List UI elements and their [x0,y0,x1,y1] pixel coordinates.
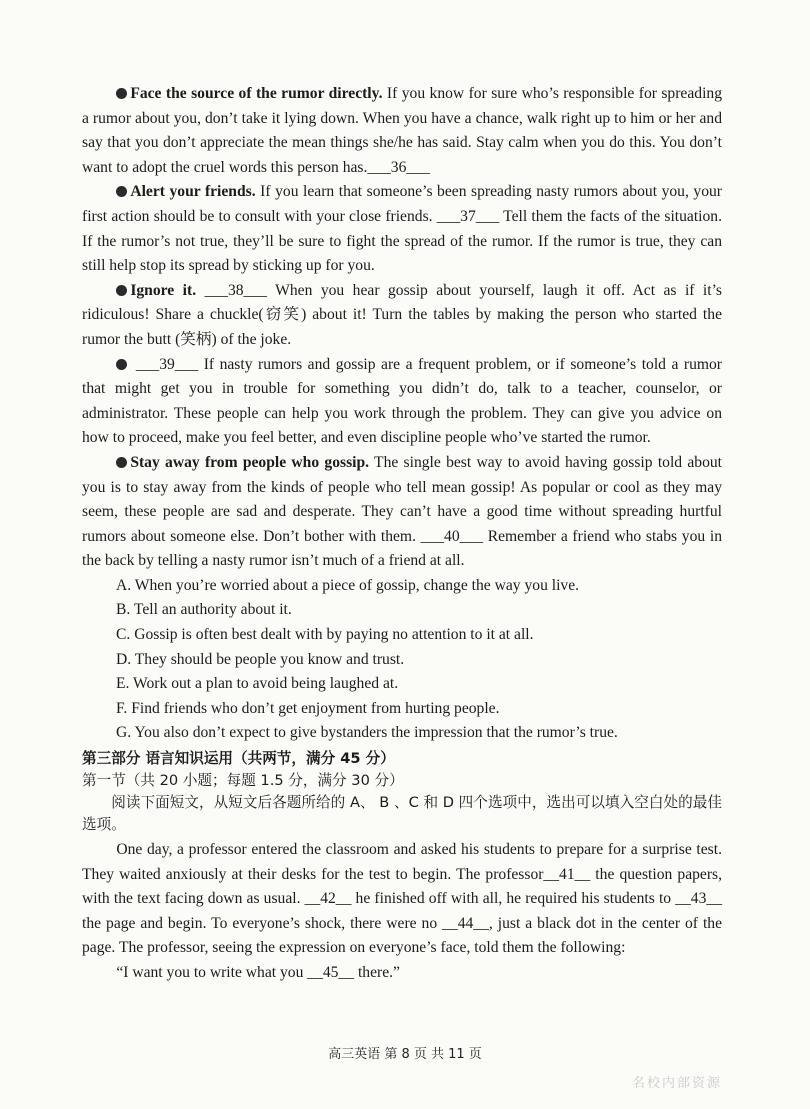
tip-paragraph [82,451,722,574]
part-heading: 第三部分 语言知识运用（共两节，满分 45 分） [82,750,395,768]
passage-paragraph: One day, a professor entered the classroom and asked his students to prepare for a surprise test. They waited anxiously at their desks for the test to begin. The professor__41__ the question papers, with the text facing down as usual. __42__ he finished off with all, he required his students to __43__ the page and begin. To everyone’s shock, there were no __44__, just a black dot in the center of the page. The professor, seeing the expression on everyone’s face, told them the following: [82,841,722,957]
watermark: 名校内部资源 [632,1076,723,1091]
bullet-icon [116,186,127,197]
option-c: C. Gossip is often best dealt with by paying no attention to it at all. [116,626,534,644]
tip-paragraph [82,180,722,278]
tip-paragraph [82,82,722,180]
exam-page [82,82,722,986]
tip-text: ___39___ If nasty rumors and gossip are a frequent problem, or if someone’s told a rumor that might get you in trouble for something you didn’t do, talk to a teacher, counselor, or administrator. These people can help you work through the problem. They can give you advice on how to proceed, make you feel better, and even discipline people who’ve started the rumor. [82,355,722,447]
option-d: D. They should be people you know and trust. [116,650,405,668]
option-a: A. When you’re worried about a piece of gossip, change the way you live. [116,576,580,594]
bullet-icon [116,359,127,370]
bullet-icon [116,457,127,468]
bullet-icon [116,285,127,296]
tip-heading: Alert your friends. [130,183,256,201]
bullet-icon [116,88,127,99]
option-g: G. You also don’t expect to give bystanders the impression that the rumor’s true. [116,724,618,742]
option-f: F. Find friends who don’t get enjoyment from hurting people. [116,699,500,717]
tip-heading: Stay away from people who gossip. [130,453,370,471]
tip-text: The single best way to avoid having gossip told about you is to stay away from the kinds of people who tell mean gossip! As popular or cool as they may seem, these people are sad and desperate. They can’t have a good time without spreading hurtful rumors about someone else. Don’t bother with them. ___40___ Remember a friend who stabs you in the back by telling a nasty rumor isn’t much of a friend at all. [82,453,722,570]
tip-text: If you learn that someone’s been spreading nasty rumors about you, your first action should be to consult with your close friends. ___37___ Tell them the facts of the situation. If the rumor’s not true, they’ll be sure to fight the spread of the rumor. If the rumor is true, they can still help stop its spread by sticking up for you. [82,183,722,275]
tip-heading: Face the source of the rumor directly. [130,85,383,102]
tip-paragraph [82,353,722,451]
page-footer: 高三英语 第 8 页 共 11 页 [328,1047,482,1062]
tip-text: ___38___ When you hear gossip about yourself, laugh it off. Act as if it’s ridiculous! Share a chuckle(窃笑) about it! Turn the tables by making the person who started the rumor the butt (笑柄) of the joke. [82,281,722,348]
tip-heading: Ignore it. [130,281,197,299]
section-heading: 第一节（共 20 小题；每题 1.5 分，满分 30 分） [82,772,404,790]
option-e: E. Work out a plan to avoid being laughed at. [116,675,399,693]
tip-text: If you know for sure who’s responsible for spreading a rumor about you, don’t take it lying down. When you have a chance, walk right up to him or her and say that you don’t appreciate the mean things she/he has said. Stay calm when you do this. You don’t want to adopt the cruel words this person has.___36___ [82,85,722,176]
instruction-text: 阅读下面短文，从短文后各题所给的 A、 B 、C 和 D 四个选项中，选出可以填入空白处的最佳选项。 [82,794,722,834]
option-b: B. Tell an authority about it. [116,601,292,619]
passage-quote: “I want you to write what you __45__ there.” [116,964,400,981]
tip-paragraph [82,279,722,353]
